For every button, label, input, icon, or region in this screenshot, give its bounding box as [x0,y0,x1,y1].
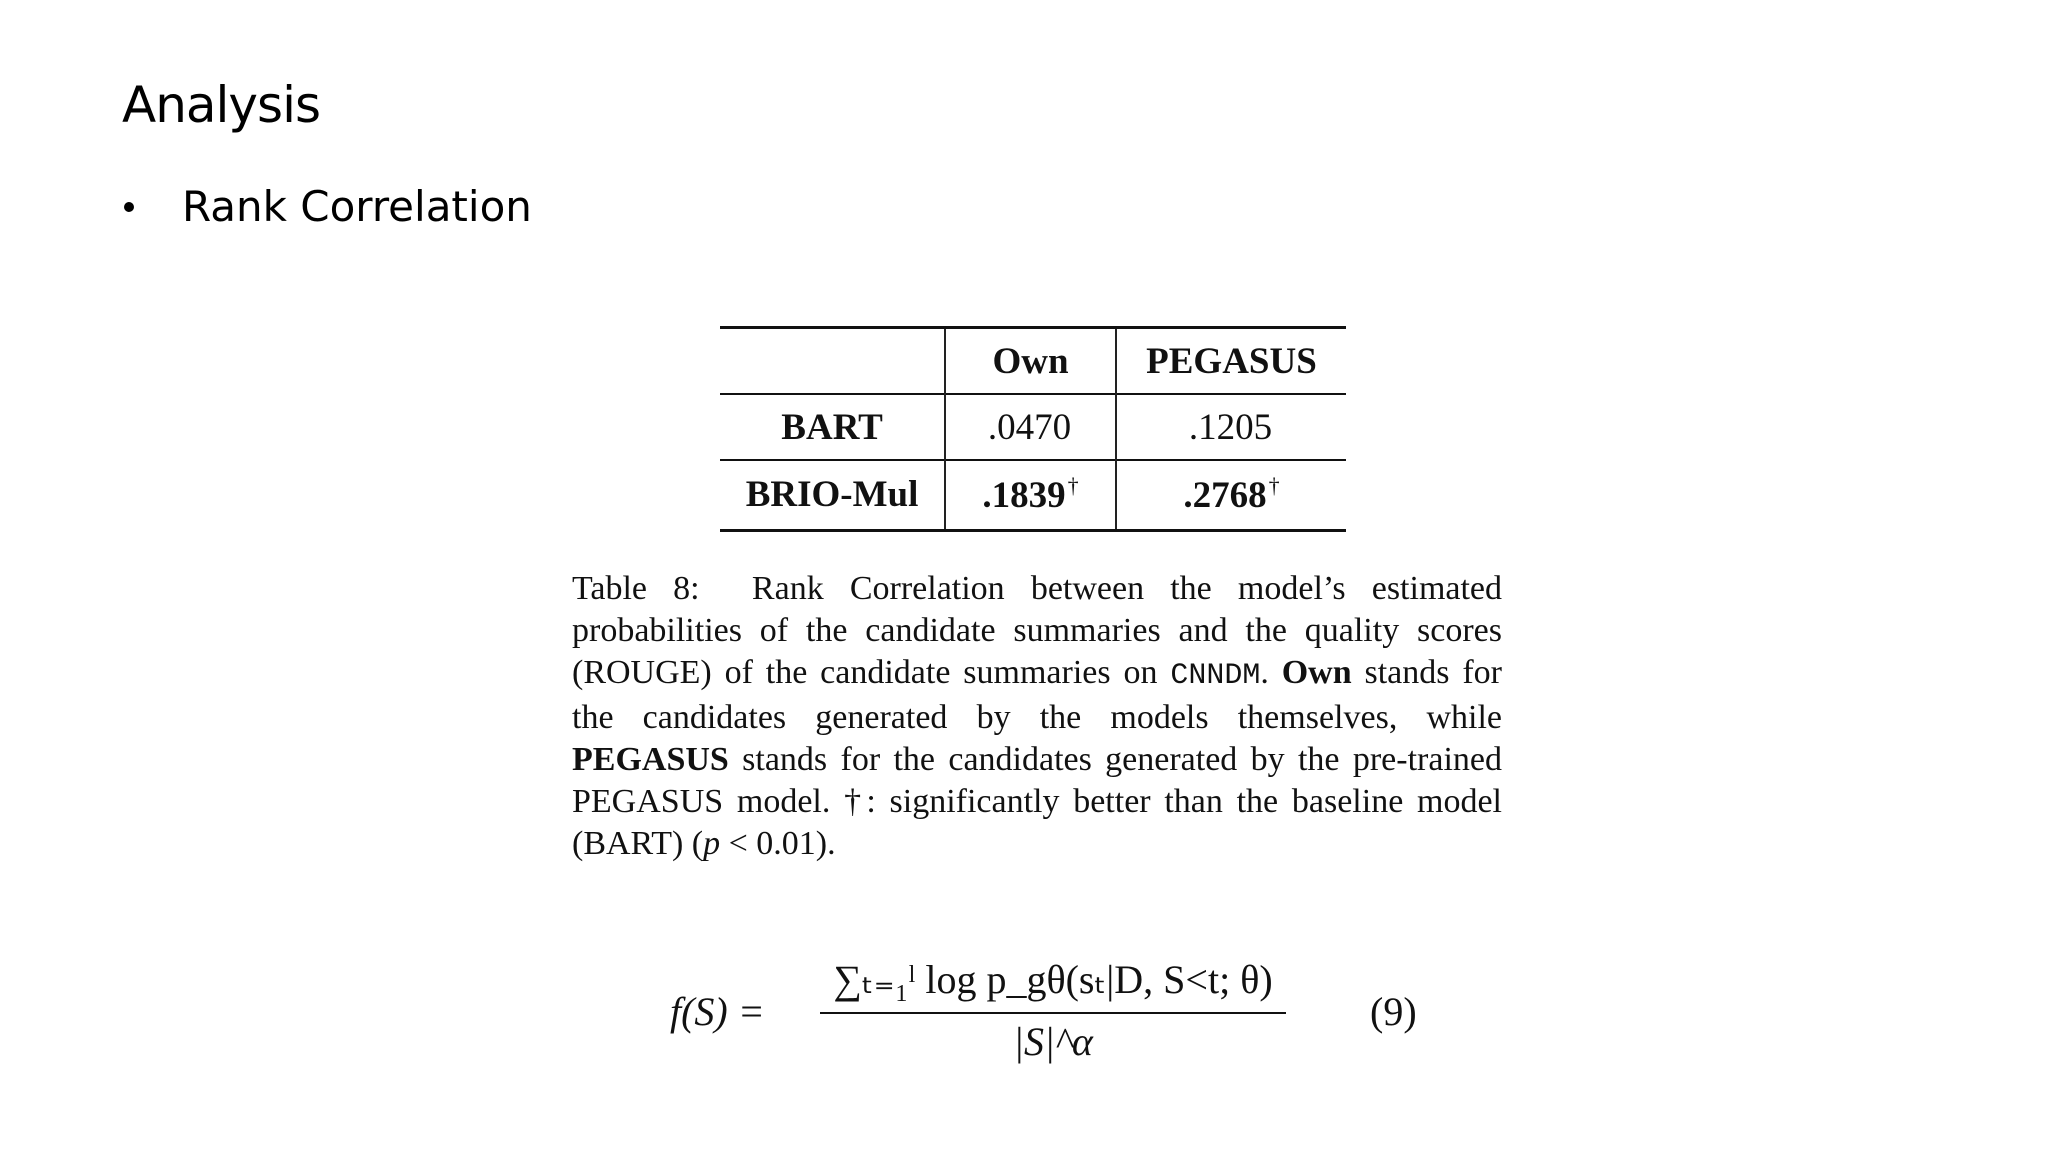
table-caption: Table 8: Rank Correlation between the model’s estimated probabilities of the candidate summaries and the quality scores (ROUGE) of the candidate summaries on CNNDM. Own stands for the candidates generated by the models themselves, while PEGASUS stands for the candidates generated by the pre-trained PEGASUS model. †: significantly better than the baseline model (BART) (p < 0.01). [572,570,1503,862]
dataset-name: CNNDM [1170,659,1261,693]
table-row [720,460,1346,530]
equation-number: (9) [1370,989,1417,1034]
table-row [720,394,1346,460]
equation-9 [670,948,1490,1078]
table-header-own: Own [945,328,1116,395]
bullet-dot-icon [124,202,134,212]
cell-pegasus: .1205 [1188,407,1273,448]
equation-numerator: ∑ₜ₌₁ˡ log p_gθ(sₜ|D, S<t; θ) [833,957,1273,1002]
cell-own: .0470 [945,394,1116,460]
bullet-label: Rank Correlation [182,182,532,231]
equation-fraction [818,948,1288,1070]
cell-own: .1839† [945,460,1116,530]
equation-denominator: |S|^α [1013,1019,1093,1064]
row-model-label: BRIO-Mul [720,460,945,530]
bullet-item [122,182,532,231]
rank-correlation-table [720,326,1346,532]
slide-title: Analysis [122,76,321,134]
table-header-pegasus: PEGASUS [1146,340,1317,382]
table-header-row [720,328,1346,395]
table-header-empty [720,328,945,395]
cell-pegasus: .2768† [1183,472,1280,516]
equation-lhs: f(S) = [670,989,765,1034]
row-model-label: BART [720,394,945,460]
caption-label: Table 8: [572,570,700,607]
